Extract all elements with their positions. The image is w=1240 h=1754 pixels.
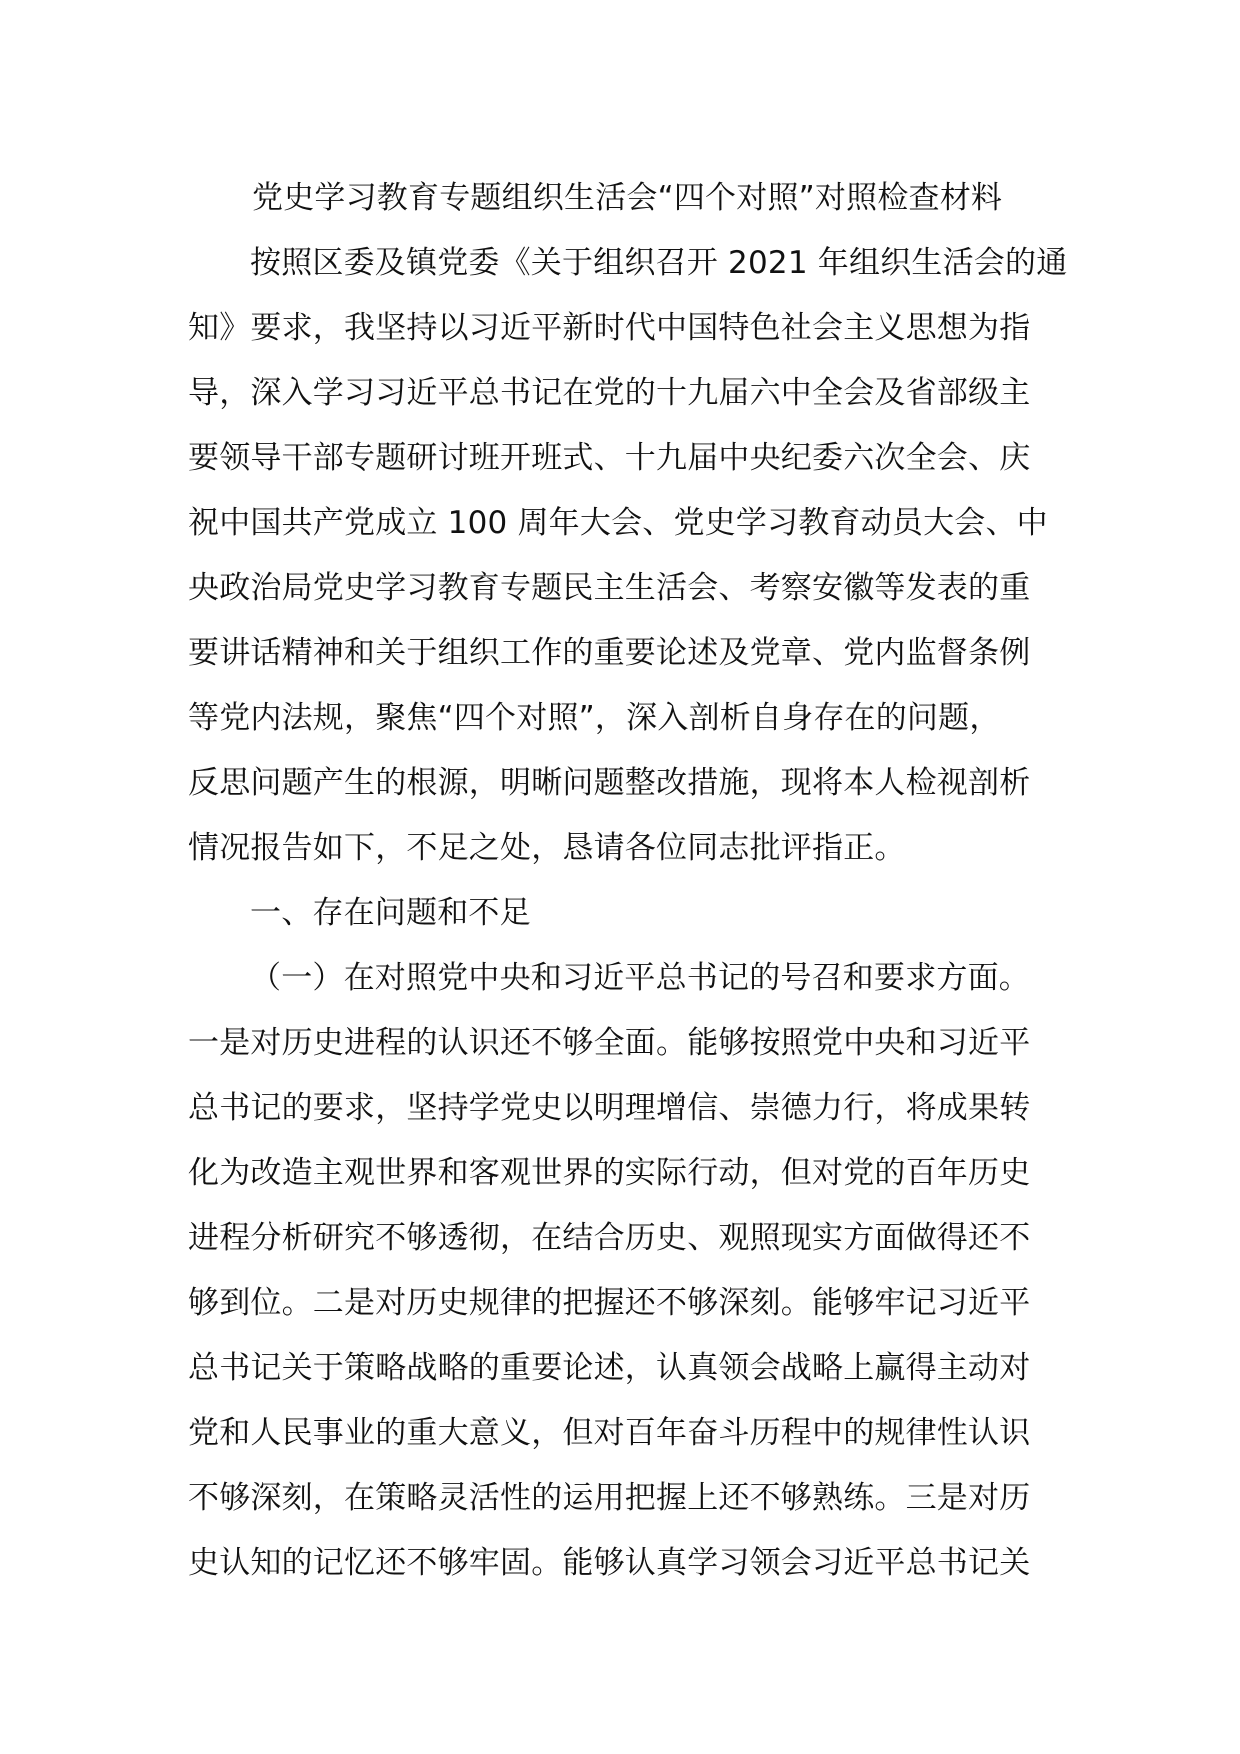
intro-line: 导，深入学习习近平总书记在党的十九届六中全会及省部级主: [188, 375, 1031, 411]
subsection-line: 史认知的记忆还不够牢固。能够认真学习领会习近平总书记关: [188, 1545, 1031, 1581]
subsection-line: 总书记的要求，坚持学党史以明理增信、崇德力行，将成果转: [188, 1090, 1031, 1126]
intro-line: 等党内法规，聚焦“四个对照”，深入剖析自身存在的问题，: [188, 700, 1001, 736]
subsection-line: 进程分析研究不够透彻，在结合历史、观照现实方面做得还不: [188, 1220, 1031, 1256]
subsection-line: 党和人民事业的重大意义，但对百年奋斗历程中的规律性认识: [188, 1415, 1031, 1451]
subsection-line: 总书记关于策略战略的重要论述，认真领会战略上赢得主动对: [188, 1350, 1031, 1386]
intro-line: 按照区委及镇党委《关于组织召开 2021 年组织生活会的通: [250, 245, 1068, 281]
intro-line: 反思问题产生的根源，明晰问题整改措施，现将本人检视剖析: [188, 765, 1031, 801]
intro-line: 要讲话精神和关于组织工作的重要论述及党章、党内监督条例: [188, 635, 1031, 671]
subsection-line: 化为改造主观世界和客观世界的实际行动，但对党的百年历史: [188, 1155, 1031, 1191]
intro-line: 情况报告如下，不足之处，恳请各位同志批评指正。: [188, 830, 906, 866]
document-body: [188, 166, 1068, 1596]
intro-line: 要领导干部专题研讨班开班式、十九届中央纪委六次全会、庆: [188, 440, 1031, 476]
document-title: 党史学习教育专题组织生活会“四个对照”对照检查材料: [252, 180, 1003, 216]
intro-line: 祝中国共产党成立 100 周年大会、党史学习教育动员大会、中: [188, 505, 1048, 541]
subsection-line: 一是对历史进程的认识还不够全面。能够按照党中央和习近平: [188, 1025, 1031, 1061]
subsection-line: 够到位。二是对历史规律的把握还不够深刻。能够牢记习近平: [188, 1285, 1031, 1321]
subsection-heading-line: （一）在对照党中央和习近平总书记的号召和要求方面。: [250, 960, 1030, 996]
intro-line: 央政治局党史学习教育专题民主生活会、考察安徽等发表的重: [188, 570, 1031, 606]
intro-line: 知》要求，我坚持以习近平新时代中国特色社会主义思想为指: [188, 310, 1031, 346]
subsection-line: 不够深刻，在策略灵活性的运用把握上还不够熟练。三是对历: [188, 1480, 1031, 1516]
section-heading: 一、存在问题和不足: [250, 895, 531, 931]
